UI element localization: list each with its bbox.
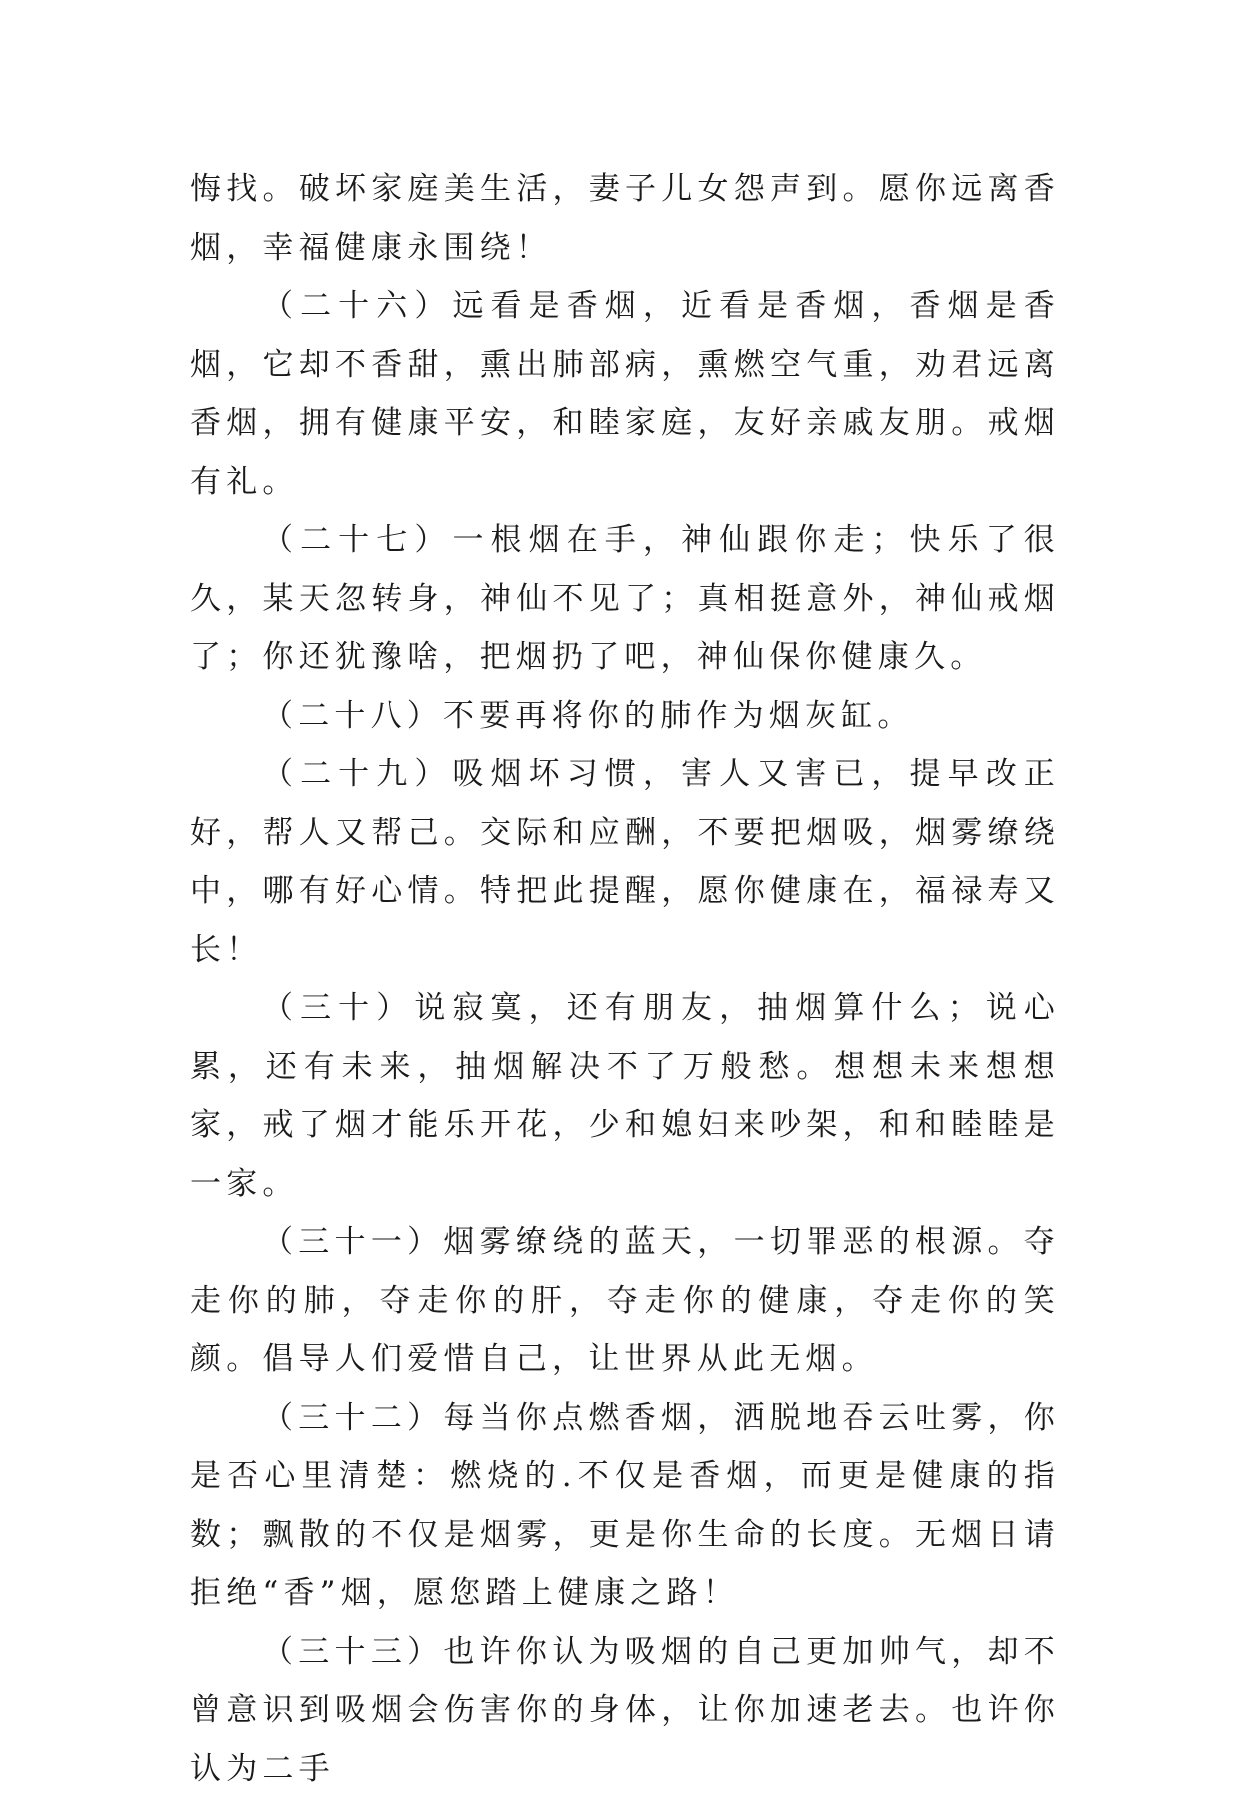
paragraph-continuation: 悔找。破坏家庭美生活，妻子儿女怨声到。愿你远离香烟，幸福健康永围绕！ [190, 160, 1060, 277]
paragraph-31: （三十一）烟雾缭绕的蓝天，一切罪恶的根源。夺走你的肺，夺走你的肝，夺走你的健康，夺走你的笑颜。倡导人们爱惜自己，让世界从此无烟。 [190, 1213, 1060, 1389]
document-page [190, 160, 1060, 1798]
paragraph-27: （二十七）一根烟在手，神仙跟你走；快乐了很久，某天忽转身，神仙不见了；真相挺意外，神仙戒烟了；你还犹豫啥，把烟扔了吧，神仙保你健康久。 [190, 511, 1060, 687]
paragraph-29: （二十九）吸烟坏习惯，害人又害已，提早改正好，帮人又帮己。交际和应酬，不要把烟吸，烟雾缭绕中，哪有好心情。特把此提醒，愿你健康在，福禄寿又长！ [190, 745, 1060, 979]
paragraph-33: （三十三）也许你认为吸烟的自己更加帅气，却不曾意识到吸烟会伤害你的身体，让你加速老去。也许你认为二手 [190, 1623, 1060, 1798]
paragraph-26: （二十六）远看是香烟，近看是香烟，香烟是香烟，它却不香甜，熏出肺部病，熏燃空气重，劝君远离香烟，拥有健康平安，和睦家庭，友好亲戚友朋。戒烟有礼。 [190, 277, 1060, 511]
paragraph-30: （三十）说寂寞，还有朋友，抽烟算什么；说心累，还有未来，抽烟解决不了万般愁。想想未来想想家，戒了烟才能乐开花，少和媳妇来吵架，和和睦睦是一家。 [190, 979, 1060, 1213]
paragraph-28: （二十八）不要再将你的肺作为烟灰缸。 [190, 687, 1060, 746]
paragraph-32: （三十二）每当你点燃香烟，洒脱地吞云吐雾，你是否心里清楚：燃烧的.不仅是香烟，而更是健康的指数；飘散的不仅是烟雾，更是你生命的长度。无烟日请拒绝“香”烟，愿您踏上健康之路！ [190, 1389, 1060, 1623]
